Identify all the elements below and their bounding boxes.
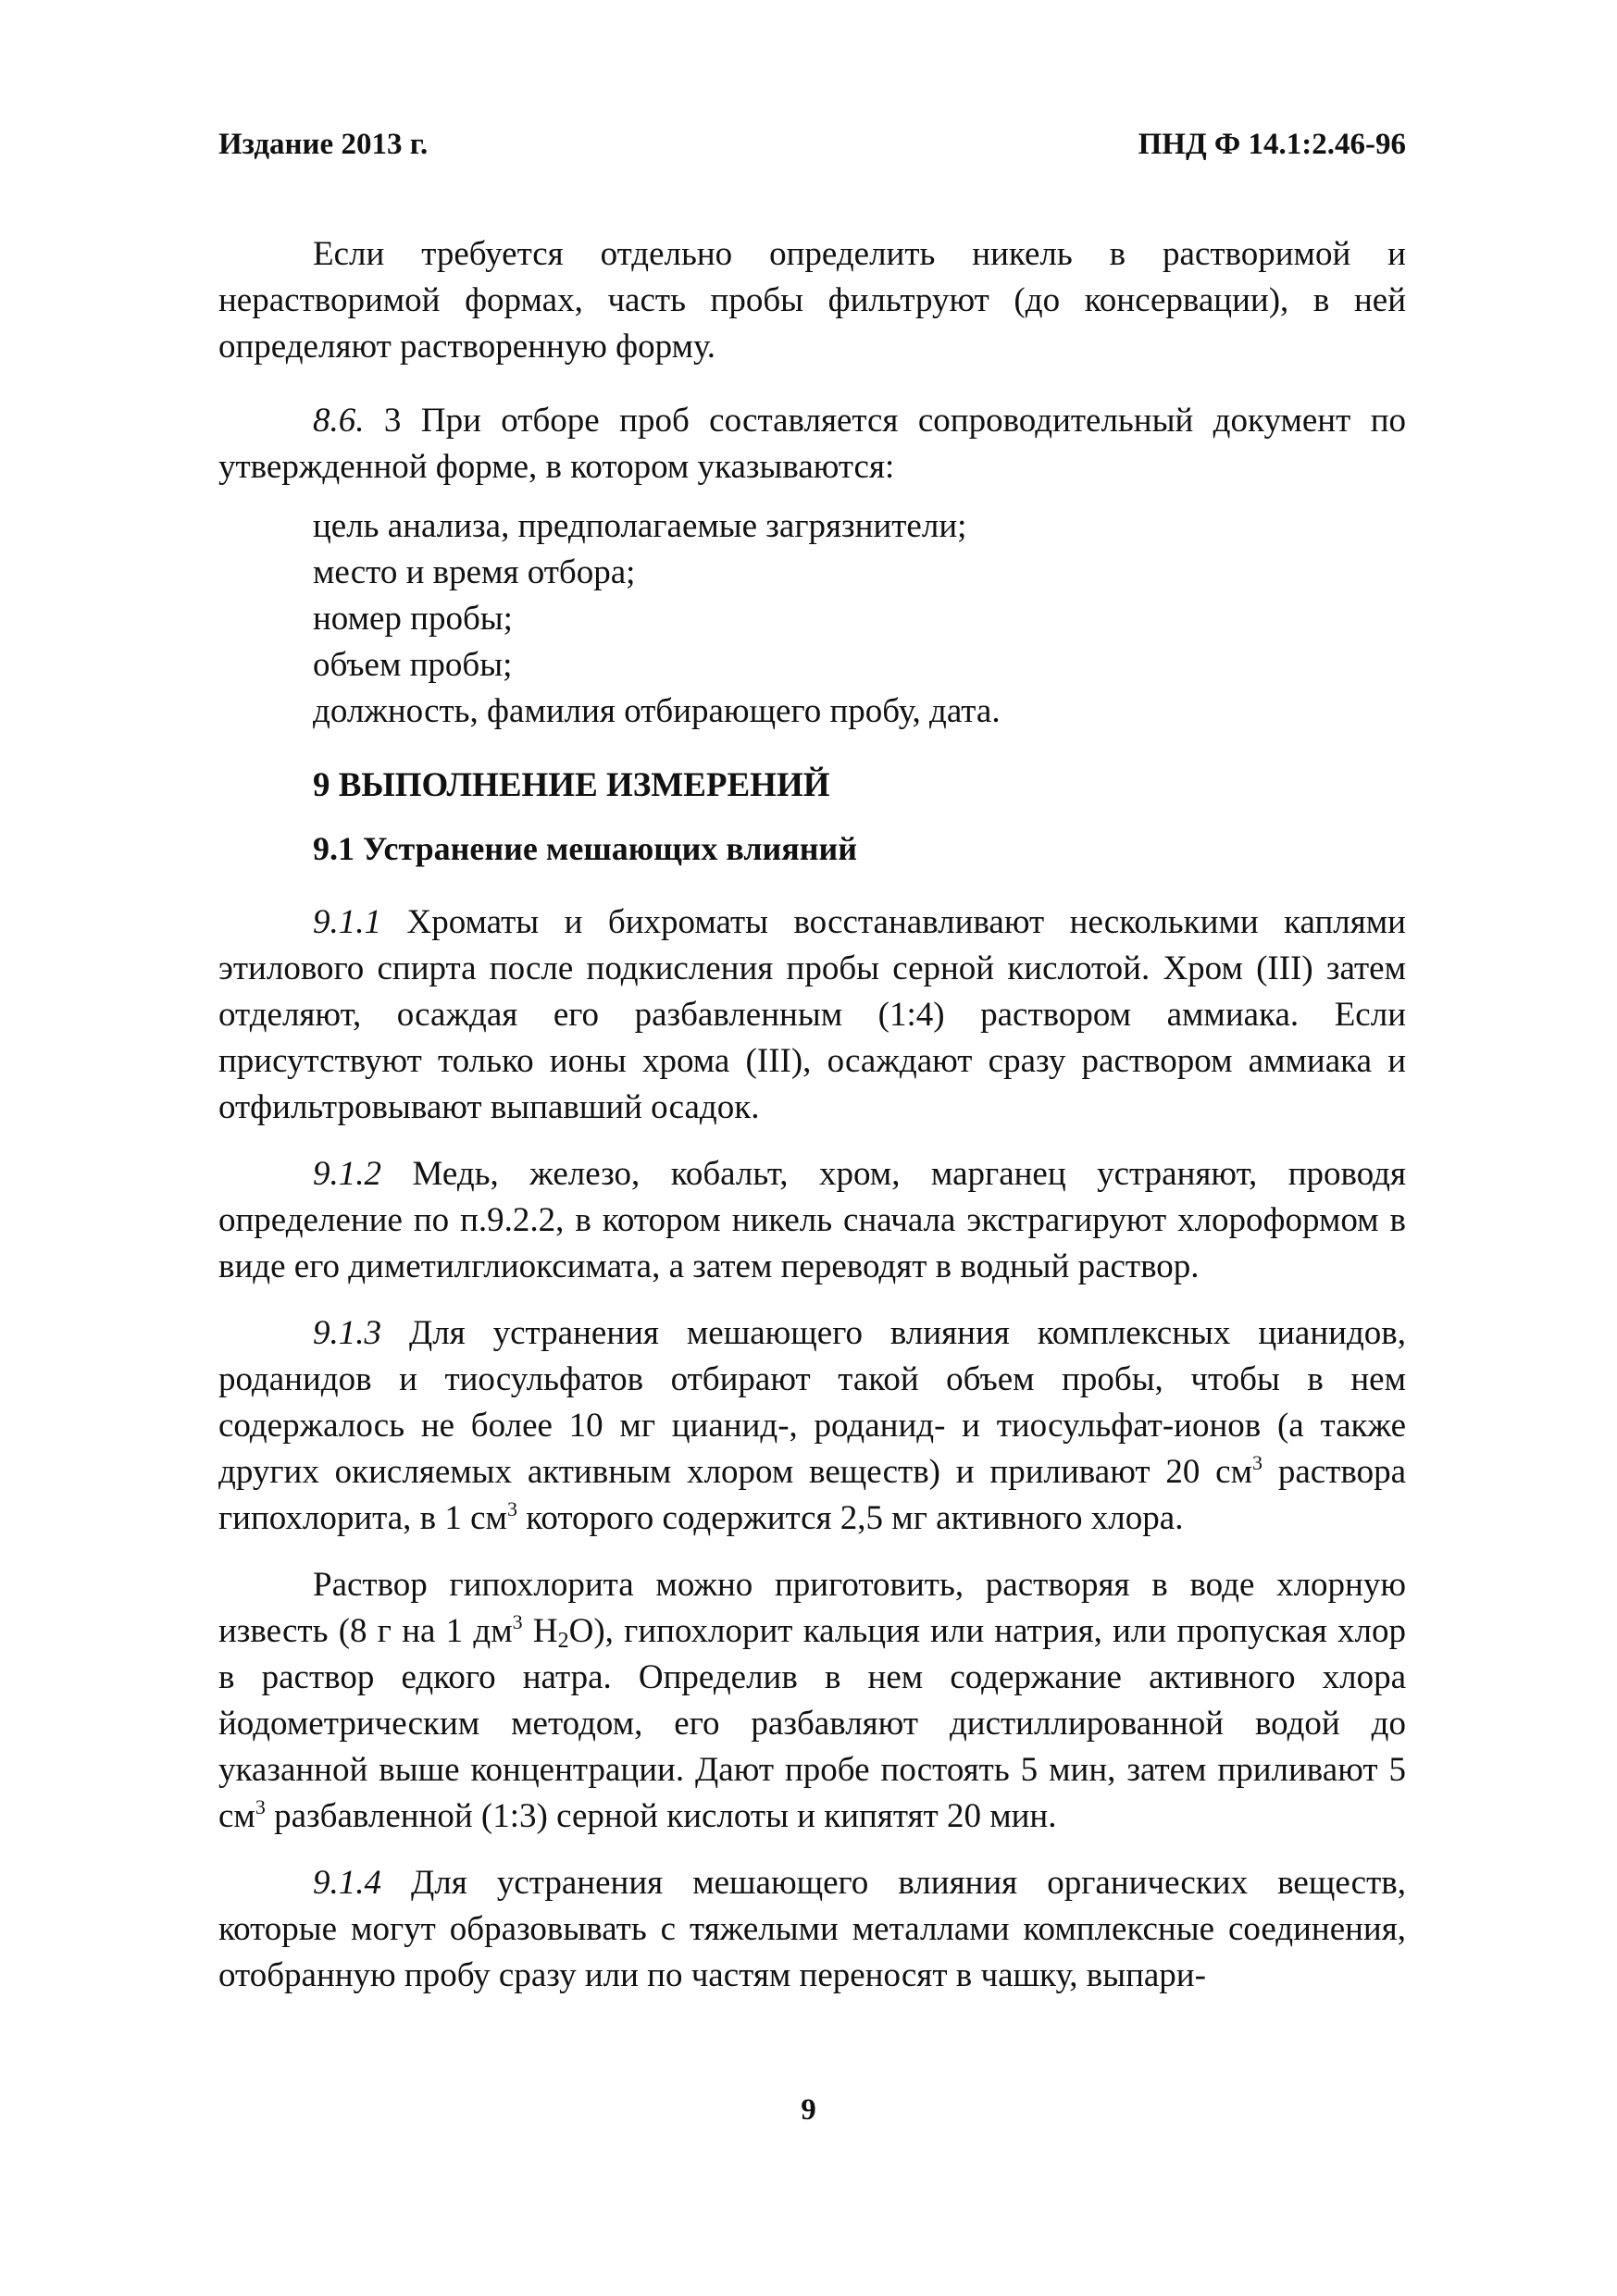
paragraph-9-1-3 [218, 1310, 1406, 1542]
page-number: 9 [801, 2093, 816, 2127]
paragraph-8-6-3 [218, 398, 1406, 490]
clause-text: раствора гипохлорита, в 1 см [218, 1453, 1406, 1537]
paragraph-hypochlorite [218, 1562, 1406, 1840]
clause-number: 9.1.2 [313, 1155, 381, 1193]
paragraph-text: разбавленной (1:3) серной кислоты и кипятят 20 мин. [265, 1797, 1057, 1835]
edition-label: Издание 2013 г. [218, 128, 429, 161]
paragraph-text: Раствор гипохлорита можно приготовить, растворяя в воде хлорную известь (8 г на 1 дм [218, 1566, 1406, 1650]
paragraph-9-1-2 [218, 1151, 1406, 1290]
clause-text: которого содержится 2,5 мг активного хлора. [516, 1499, 1184, 1537]
section-9-heading: 9 ВЫПОЛНЕНИЕ ИЗМЕРЕНИЙ [313, 766, 830, 804]
list-item: должность, фамилия отбирающего пробу, дата. [313, 692, 1001, 730]
page-header [218, 128, 1406, 174]
paragraph-text: O), гипохлорит кальция или натрия, или пропуская хлор в раствор едкого натра. Определив в нем содержание активного хлора йодометрическим методом, его разбавляют дистиллированной водой до указанной выше концентрации. Дают пробе постоять 5 мин, затем приливают 5 см [218, 1612, 1406, 1835]
list-item: место и время отбора; [313, 553, 636, 591]
clause-number: 9.1.3 [313, 1314, 381, 1352]
paragraph-9-1-1 [218, 900, 1406, 1131]
clause-text: Хроматы и бихроматы восстанавливают несколькими каплями этилового спирта после подкисления пробы серной кислотой. Хром (III) затем отделяют, осаждая его разбавленным (1:4) раствором аммиака. Если присутствуют только ионы хрома (III), осаждают сразу раствором аммиака и отфильтровывают выпавший осадок. [218, 903, 1406, 1126]
list-item: цель анализа, предполагаемые загрязнители; [313, 507, 967, 545]
clause-text: Для устранения мешающего влияния комплексных цианидов, роданидов и тиосульфатов отбирают такой объем пробы, чтобы в нем содержалось не более 10 мг цианид-, роданид- и тиосульфат-ионов (а также других окисляемых активным хлором веществ) и приливают 20 см [218, 1314, 1406, 1491]
document-code: ПНД Ф 14.1:2.46-96 [1138, 128, 1406, 161]
superscript: 3 [1252, 1451, 1263, 1474]
paragraph-text: H [522, 1612, 558, 1650]
superscript: 3 [255, 1795, 266, 1818]
clause-text: Для устранения мешающего влияния органических веществ, которые могут образовывать с тяжелыми металлами комплексные соединения, отобранную пробу сразу или по частям переносят в чашку, выпари- [218, 1864, 1406, 1994]
subscript: 2 [557, 1629, 569, 1653]
clause-number: 8.6. [313, 402, 365, 440]
sample-document-list [218, 503, 1406, 735]
clause-text: Медь, железо, кобальт, хром, марганец устраняют, проводя определение по п.9.2.2, в котором никель сначала экстрагируют хлороформом в виде его диметилглиоксимата, а затем переводят в водный раствор. [218, 1155, 1406, 1285]
list-item: номер пробы; [313, 600, 513, 638]
clause-number: 9.1.4 [313, 1864, 381, 1902]
superscript: 3 [506, 1497, 517, 1520]
section-9-1-heading: 9.1 Устранение мешающих влияний [313, 830, 857, 867]
page-body [218, 231, 1406, 1999]
clause-number: 9.1.1 [313, 903, 381, 941]
clause-text: 3 При отборе проб составляется сопроводительный документ по утвержденной форме, в котором указываются: [218, 402, 1406, 486]
paragraph-9-1-4 [218, 1860, 1406, 1999]
superscript: 3 [512, 1610, 523, 1633]
list-item: объем пробы; [313, 646, 513, 684]
paragraph-dissolved-form: Если требуется отдельно определить никель в растворимой и нерастворимой формах, часть пробы фильтруют (до консервации), в ней определяют растворенную форму. [218, 235, 1406, 366]
